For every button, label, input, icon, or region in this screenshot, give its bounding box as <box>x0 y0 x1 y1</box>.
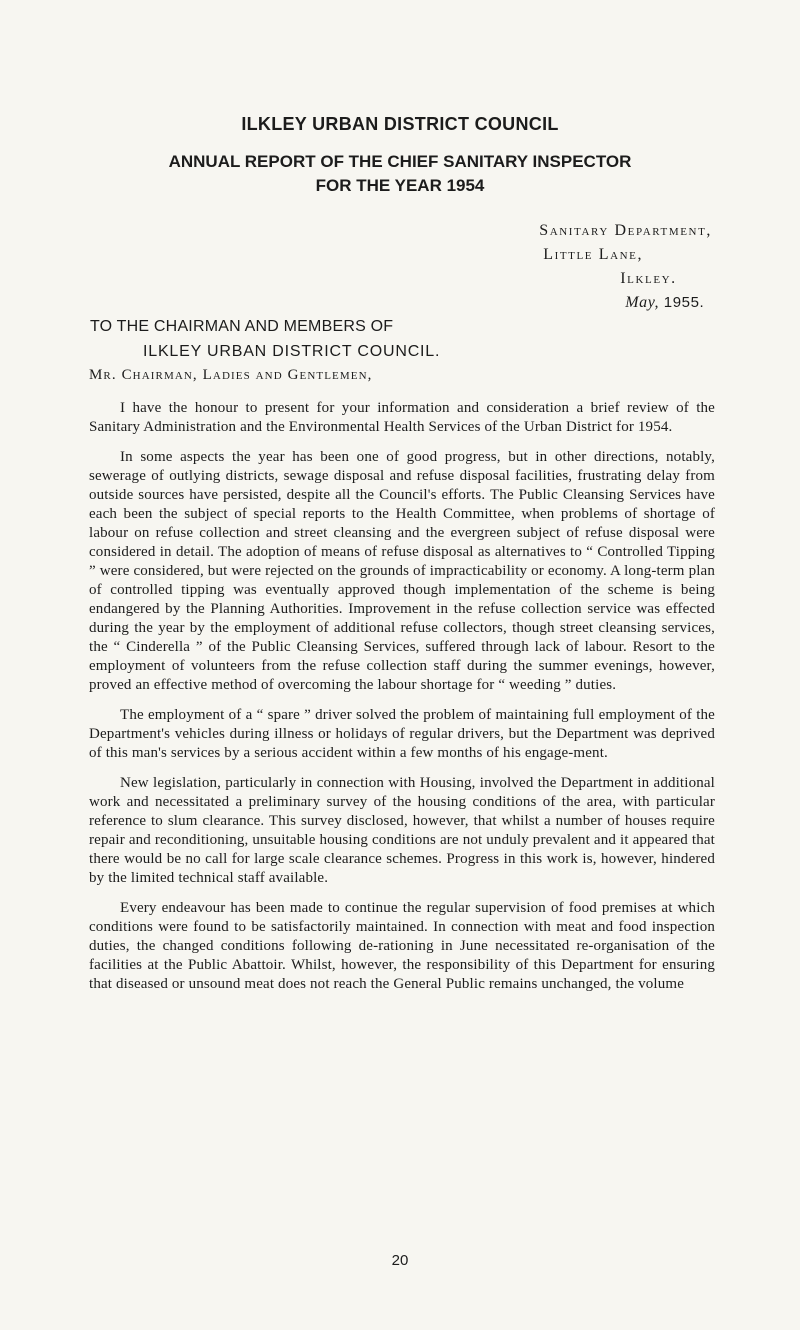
report-title-line-2: FOR THE YEAR 1954 <box>315 176 485 195</box>
letter-date <box>625 291 712 315</box>
address-street: Little Lane, <box>543 246 644 263</box>
report-title <box>0 150 800 198</box>
report-body <box>89 399 715 1005</box>
addressee-block <box>90 314 440 364</box>
sender-address <box>539 219 712 315</box>
date-month: May, <box>625 294 660 311</box>
addressee-line-1: TO THE CHAIRMAN AND MEMBERS OF <box>90 318 394 335</box>
date-year: 1955. <box>663 294 705 311</box>
paragraph: The employment of a “ spare ” driver solved the problem of maintaining full employment of the Department's vehicles during illness or holidays of regular drivers, but the Department was deprived of this man's services by a serious accident within a few months of his engage-ment. <box>89 707 715 761</box>
page-number: 20 <box>391 1252 409 1269</box>
addressee-line-2: ILKLEY URBAN DISTRICT COUNCIL. <box>143 343 441 360</box>
address-department: Sanitary Department, <box>539 222 712 239</box>
address-town: Ilkley. <box>620 270 677 287</box>
paragraph: Every endeavour has been made to continue the regular supervision of food premises at which conditions were found to be satisfactorily maintained. In connection with meat and food inspection duties, the changed conditions following de-rationing in June necessitated re-organisation of the facilities at the Public Abattoir. Whilst, however, the responsibility of this Department for ensuring that diseased or unsound meat does not reach the General Public remains unchanged, the volume <box>89 900 715 992</box>
council-title: ILKLEY URBAN DISTRICT COUNCIL <box>241 114 559 134</box>
paragraph: I have the honour to present for your information and consideration a brief review of the Sanitary Administration and the Environmental Health Services of the Urban District for 1954. <box>89 400 715 435</box>
salutation: Mr. Chairman, Ladies and Gentlemen, <box>89 367 373 383</box>
paragraph: New legislation, particularly in connection with Housing, involved the Department in additional work and necessitated a preliminary survey of the housing conditions of the area, with particular reference to slum clearance. This survey disclosed, however, that whilst a number of houses require repair and reconditioning, unsuitable housing conditions are not unduly prevalent and it appeared that there would be no call for large scale clearance schemes. Progress in this work is, however, hindered by the limited technical staff available. <box>89 775 715 886</box>
paragraph: In some aspects the year has been one of good progress, but in other directions, notably, sewerage of outlying districts, sewage disposal and refuse disposal facilities, frustrating delay from outside sources have persisted, despite all the Council's efforts. The Public Cleansing Services have each been the subject of special reports to the Health Committee, when problems of shortage of labour on refuse collection and street cleansing and the evergreen subject of refuse disposal were considered in detail. The adoption of means of refuse disposal as alternatives to “ Controlled Tipping ” were considered, but were rejected on the grounds of impracticability or economy. A long-term plan of controlled tipping was eventually approved though implementation of the scheme is being endangered by the Planning Authorities. Improvement in the refuse collection service was effected during the year by the employment of additional refuse collectors, though street cleansing services, the “ Cinderella ” of the Public Cleansing Services, suffered through lack of labour. Resort to the employment of volunteers from the refuse collection staff during the summer evenings, however, proved an effective method of overcoming the labour shortage for “ weeding ” duties. <box>89 449 715 693</box>
report-title-line-1: ANNUAL REPORT OF THE CHIEF SANITARY INSPECTOR <box>168 152 632 171</box>
